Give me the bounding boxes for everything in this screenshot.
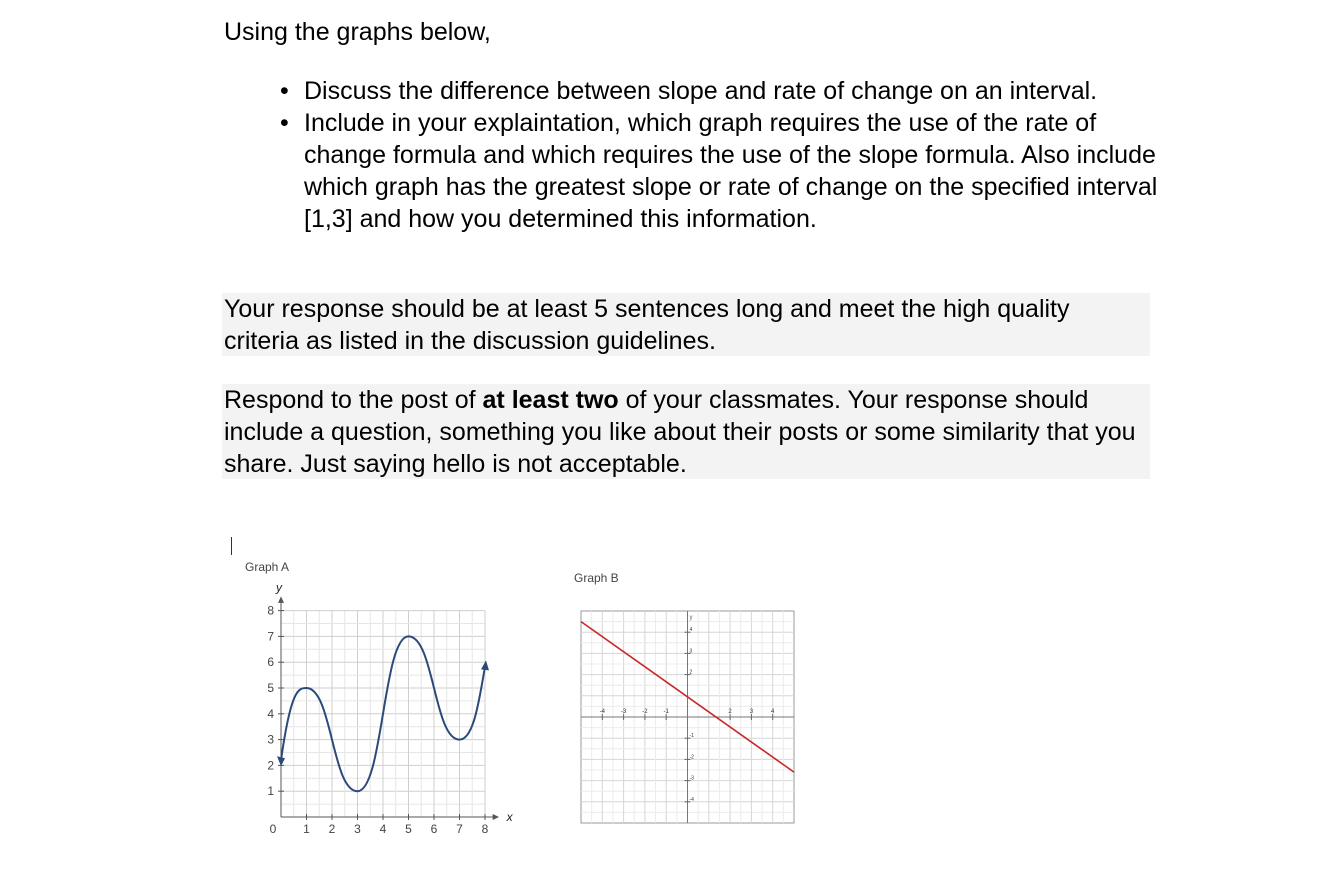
y-tick-label: 5	[267, 681, 274, 695]
response-text-before: Respond to the post of	[224, 386, 483, 414]
x-tick-label: -3	[620, 709, 627, 715]
y-tick-label: 2	[689, 669, 693, 676]
y-axis-label: y	[276, 580, 282, 595]
y-tick-label: 1	[267, 784, 274, 799]
graph-a	[240, 580, 520, 840]
x-axis-label: x	[506, 810, 513, 824]
x-axis-arrow	[493, 814, 499, 820]
bullet-list	[280, 75, 1160, 235]
y-axis-arrow	[278, 596, 284, 602]
x-tick-label: 6	[430, 822, 438, 836]
bullet-text: Include in your explaintation, which graph requires the use of the rate of change formula and which requires the use of the slope formula. Also include which graph has the greatest slope or rate of change on the specified interval [1,3] and how you determined this information.	[304, 109, 1158, 233]
y-tick-label: 7	[267, 629, 274, 644]
y-axis-label: y	[689, 615, 693, 621]
response-text-bold: at least two	[482, 386, 619, 414]
y-tick-label: 4	[267, 706, 274, 721]
intro-text: Using the graphs below,	[224, 18, 491, 46]
x-tick-label: -4	[599, 709, 605, 715]
graph-b	[575, 600, 805, 830]
x-tick-label: 7	[456, 822, 463, 836]
response-text-after: of your classmates. Your response should include a question, something you like about their posts or some similarity that you share. Just saying hello is not acceptable.	[224, 386, 1136, 478]
x-tick-label: -2	[642, 709, 648, 715]
x-tick-label: 3	[749, 709, 754, 715]
graph-b-title: Graph B	[574, 571, 619, 585]
bullet-icon: •	[280, 77, 289, 105]
y-tick-label: 3	[267, 732, 274, 747]
y-tick-label: 8	[267, 603, 274, 618]
bullet-icon: •	[280, 109, 289, 137]
text-cursor[interactable]	[231, 537, 232, 555]
curve-arrow-start	[277, 756, 285, 766]
graph-a-title: Graph A	[245, 560, 290, 574]
origin-label: 0	[269, 822, 277, 836]
y-tick-label: 6	[267, 655, 274, 670]
x-tick-label: 5	[405, 822, 412, 836]
x-tick-label: 2	[328, 822, 336, 836]
y-tick-label: -3	[689, 775, 694, 782]
y-tick-label: -1	[689, 733, 694, 740]
y-tick-label: 2	[267, 758, 274, 773]
x-tick-label: 4	[379, 822, 387, 836]
x-tick-label: 1	[303, 822, 310, 836]
requirements-paragraph: Your response should be at least 5 sentences long and meet the high quality criteria as listed in the discussion guidelines.	[222, 293, 1150, 356]
x-tick-label: 3	[354, 822, 361, 836]
response-paragraph	[222, 384, 1150, 479]
y-tick-label: 3	[689, 648, 693, 655]
y-tick-label: 4	[689, 627, 693, 634]
x-tick-label: 8	[481, 822, 489, 836]
list-item	[280, 107, 1160, 235]
bullet-text: Discuss the difference between slope and rate of change on an interval.	[304, 77, 1098, 105]
x-tick-label: 2	[728, 709, 732, 715]
y-tick-label: -2	[689, 754, 694, 761]
x-tick-label: -1	[663, 709, 669, 715]
list-item	[280, 75, 1160, 107]
x-tick-label: 4	[771, 709, 775, 715]
y-tick-label: -4	[689, 796, 694, 803]
